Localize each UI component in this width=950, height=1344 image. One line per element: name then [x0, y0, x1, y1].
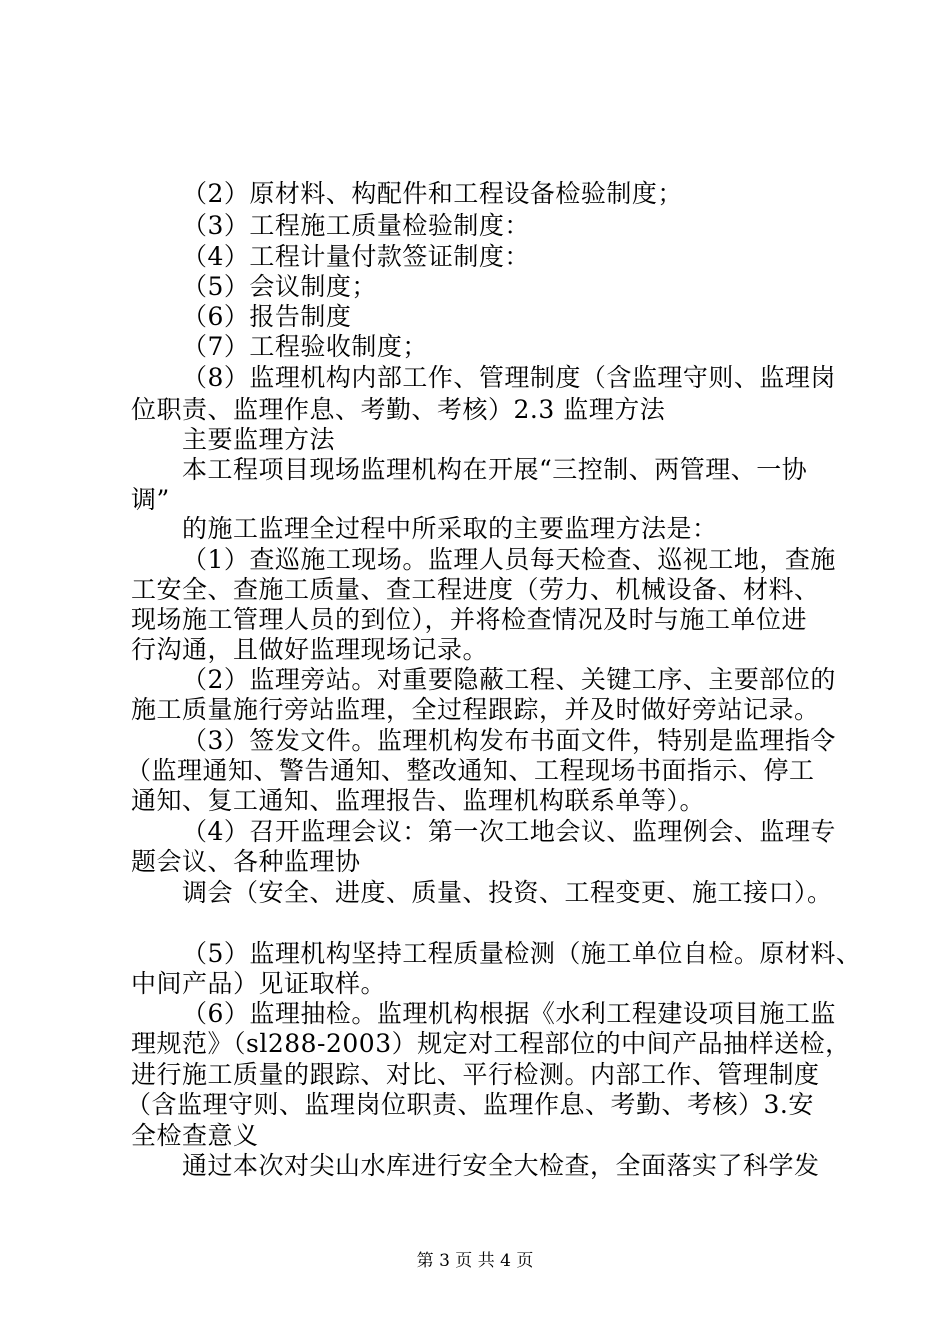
- text-line: （3）工程施工质量检验制度：: [182, 211, 530, 240]
- text-line: （含监理守则、监理岗位职责、监理作息、考勤、考核）3.安: [126, 1090, 814, 1119]
- section-heading: 主要监理方法: [182, 425, 336, 454]
- text-line: 中间产品）见证取样。: [131, 969, 387, 998]
- text-line: 通知、复工通知、监理报告、监理机构联系单等）。: [131, 786, 706, 815]
- text-line: （8）监理机构内部工作、管理制度（含监理守则、监理岗: [182, 363, 836, 392]
- page-number-footer: 第 3 页 共 4 页: [416, 1251, 534, 1271]
- text-line: （6）报告制度: [182, 302, 352, 331]
- text-line: 的施工监理全过程中所采取的主要监理方法是：: [182, 514, 718, 543]
- text-line: 全检查意义: [131, 1121, 259, 1150]
- text-line: 本工程项目现场监理机构在开展“三控制、两管理、一协: [182, 455, 808, 484]
- text-line: 调”: [131, 485, 170, 514]
- text-line: （7）工程验收制度；: [182, 332, 428, 361]
- text-line: （3）签发文件。监理机构发布书面文件，特别是监理指令: [182, 726, 836, 755]
- text-line: 行沟通，且做好监理现场记录。: [131, 635, 489, 664]
- text-line: （1）查巡施工现场。监理人员每天检查、巡视工地，查施: [182, 545, 836, 574]
- text-line: （4）召开监理会议：第一次工地会议、监理例会、监理专: [182, 817, 836, 846]
- text-line: 理规范》（sl288-2003）规定对工程部位的中间产品抽样送检，: [131, 1029, 851, 1058]
- text-line: （2）监理旁站。对重要隐蔽工程、关键工序、主要部位的: [182, 665, 836, 694]
- text-line: 施工质量施行旁站监理，全过程跟踪，并及时做好旁站记录。: [131, 695, 820, 724]
- text-line: 通过本次对尖山水库进行安全大检查，全面落实了科学发: [182, 1151, 820, 1180]
- text-line: 进行施工质量的跟踪、对比、平行检测。内部工作、管理制度: [131, 1060, 820, 1089]
- text-line: 现场施工管理人员的到位），并将检查情况及时与施工单位进: [131, 605, 808, 634]
- text-line: （5）会议制度；: [182, 272, 377, 301]
- text-line: （4）工程计量付款签证制度：: [182, 242, 530, 271]
- text-line: 题会议、各种监理协: [131, 847, 361, 876]
- text-line: （6）监理抽检。监理机构根据《水利工程建设项目施工监: [182, 999, 836, 1028]
- text-line: （5）监理机构坚持工程质量检测（施工单位自检。原材料、: [182, 939, 862, 968]
- text-line: 工安全、查施工质量、查工程进度（劳力、机械设备、材料、: [131, 575, 820, 604]
- text-line: （监理通知、警告通知、整改通知、工程现场书面指示、停工: [126, 756, 815, 785]
- text-line: 调会（安全、进度、质量、投资、工程变更、施工接口）。: [182, 878, 833, 907]
- text-line: 位职责、监理作息、考勤、考核）2.3 监理方法: [131, 395, 666, 424]
- text-line: （2）原材料、构配件和工程设备检验制度；: [182, 179, 683, 208]
